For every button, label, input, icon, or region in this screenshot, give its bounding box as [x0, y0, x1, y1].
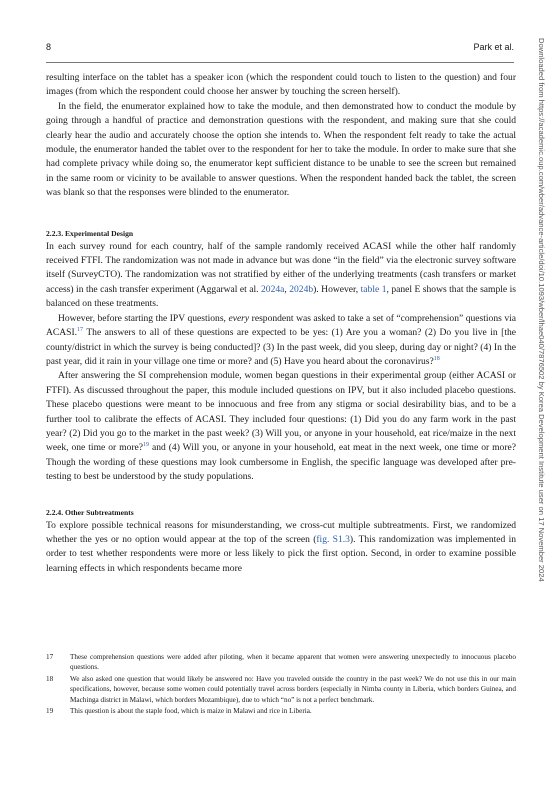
text-run: respondent was asked to take a set of “comprehension” questions via ACASI. [46, 312, 516, 339]
footnote [46, 652, 516, 673]
footnote-number: 17 [46, 653, 54, 661]
section-heading: 2.2.3. Experimental Design [46, 228, 134, 238]
footnote-text: This question is about the staple food, which is maize in Malawi and rice in Liberia. [70, 707, 312, 716]
footnote-ref[interactable]: 17 [77, 327, 84, 334]
table-link[interactable]: table 1 [360, 283, 387, 295]
download-note[interactable]: Downloaded from https://academic.oup.com/wber/advance-article/doi/10.1093/wber/lhae040/7876502 by Korea Development Institute user on 17 November 2024 [537, 38, 546, 582]
main-text [46, 71, 516, 576]
paragraph [46, 240, 516, 312]
text-run: After answering the SI comprehension module, women began questions in their experimental group (either ACASI or FTFI). As discussed throughout the paper, this module included questions on IPV, but it also included placebo questions. These placebo questions were meant to be innocuous and free from any stigma or social desirability bias, and to be a further tool to calibrate the effects of ACASI. They included four questions: (1) Did you do any farm work in the past year? (2) Did you go to the market in the past week? (3) Will you, or anyone in your household, eat rice/maize in the next week, one time or more? [46, 370, 516, 454]
header-rule [46, 62, 514, 63]
paragraph: In the field, the enumerator explained how to take the module, and then demonstrated how to conduct the module by going through a handful of practice and demonstration questions with the respondent, and making sure that she could clearly hear the audio and accurately choose the option she intends to. When the respondent felt ready to take the actual module, the enumerator handed the tablet over to the respondent for her to take the module. In order to make sure that she had complete privacy while doing so, the enumerator kept sufficient distance to be unable to see the screen but remained in the same room or vicinity to be available to answer questions. When the respondent handed back the tablet, the screen was blank so that the responses were blinded to the enumerator. [46, 100, 516, 199]
download-sidebar [534, 38, 548, 728]
text-run: and (4) Will you, or anyone in your household, eat meat in the next week, one time or more? Though the wording of these questions may look cumbersome in English, the specific language was developed after pre-testing to best be understood by the study populations. [46, 442, 516, 483]
text-run: ). This randomization was implemented in order to test whether respondents were more or less likely to pick the first option. Second, in order to examine possible learning effects in which respondents became more [46, 533, 516, 574]
footnote [46, 674, 516, 705]
paragraph [46, 312, 516, 370]
footnotes [46, 652, 516, 717]
text-run: In each survey round for each country, half of the sample randomly received ACASI while the other half randomly received FTFI. The randomization was not made in advance but was done “in the field” via the electronic survey software itself (SurveyCTO). The randomization was not stratified by either of the underlying treatments (cash transfers or market access) in the cash transfer experiment (Aggarwal et al. [46, 240, 516, 295]
paragraph: resulting interface on the tablet has a speaker icon (which the respondent could touch to listen to the question) and four images (from which the respondent could choose her answer by touching the screen herself). [46, 72, 516, 98]
text-run: However, before starting the IPV questions, [58, 312, 229, 324]
footnote-text: These comprehension questions were added after piloting, when it became apparent that women were answering unexpectedly to innocuous placebo questions. [70, 653, 516, 672]
page-header [46, 42, 514, 56]
footnote [46, 706, 516, 716]
citation-link[interactable]: 2024b [289, 283, 314, 295]
citation-link[interactable]: 2024a [261, 283, 285, 295]
footnote-number: 18 [46, 674, 54, 683]
text-run: ). However, [313, 283, 361, 295]
text-run: , [284, 283, 290, 295]
footnote-ref[interactable]: 19 [143, 442, 149, 449]
footnote-text: We also asked one question that would likely be answered no: Have you traveled outside the country in the past week? We do not use this in our main specifications, however, because some women could potentially travel across borders (especially in Nimba county in Liberia, which borders Guinea, and Machinga district in Malawi, which borders Mozambique), due to which “no” is not a perfect benchmark. [70, 674, 516, 704]
text-run: To explore possible technical reasons for misunderstanding, we cross-cut multiple subtreatments. First, we randomized whether the yes or no option would appear at the top of the screen ( [46, 519, 516, 545]
paragraph [46, 369, 516, 484]
footnote-number: 19 [46, 707, 54, 716]
section-heading: 2.2.4. Other Subtreatments [46, 507, 134, 517]
text-run: , panel E shows that the sample is balanced on these treatments. [46, 283, 516, 310]
figure-link[interactable]: fig. S1.3 [316, 533, 350, 545]
running-head: Park et al. [473, 42, 514, 52]
emphasis: every [228, 312, 250, 324]
text-run: The answers to all of these questions are expected to be yes: (1) Are you a woman? (2) Do you live in [the county/district in which the survey is being conducted]? (3) In the past week, did you sleep, during day or night? (4) In the past year, did it rain in your village one time or more? and (5) Have you heard about the coronavirus? [46, 327, 516, 367]
page-number: 8 [46, 42, 52, 52]
footnote-ref[interactable]: 18 [433, 355, 440, 362]
paragraph [46, 519, 516, 577]
